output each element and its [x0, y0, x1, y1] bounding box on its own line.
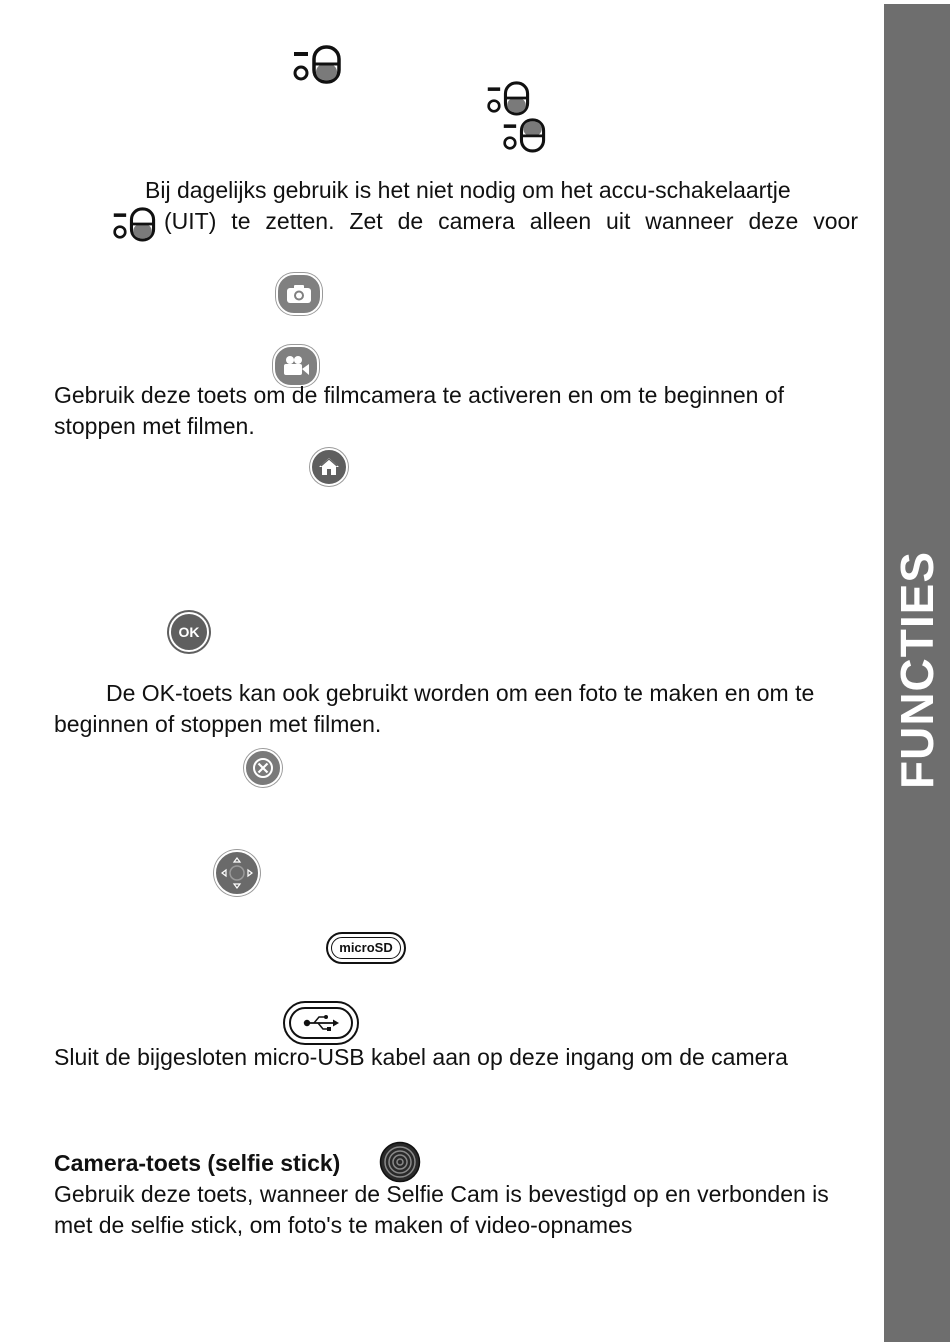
shutter-icon — [379, 1141, 421, 1183]
battery-switch-off-icon — [112, 206, 158, 242]
ok-icon-label: OK — [178, 624, 200, 640]
battery-note-line-2: (UIT) te zetten. Zet de camera alleen uit wanneer deze voor — [164, 208, 858, 234]
ok-button-note: De OK-toets kan ook gebruikt worden om een foto te maken en om te beginnen of stoppen met filmen. — [54, 680, 815, 737]
battery-switch-off-icon — [292, 44, 344, 84]
usb-port-description: Sluit de bijgesloten micro-USB kabel aan op deze ingang om de camera — [54, 1044, 788, 1070]
section-tab-label: FUNCTIES — [891, 551, 943, 789]
battery-note-line-1: Bij dagelijks gebruik is het niet nodig om het accu-schakelaartje — [145, 177, 791, 203]
home-icon — [310, 448, 348, 486]
microsd-label: microSD — [339, 940, 393, 955]
selfie-stick-description: Gebruik deze toets, wanneer de Selfie Cam is bevestigd op en verbonden is met de selfie stick, om foto's te maken of video-opnames — [54, 1181, 829, 1238]
usb-icon — [283, 1001, 359, 1045]
camera-icon — [276, 273, 322, 315]
dpad-icon — [214, 850, 260, 896]
battery-switch-on-icon — [502, 117, 548, 153]
cancel-icon — [244, 749, 282, 787]
battery-switch-off-icon — [486, 80, 532, 116]
microsd-icon — [326, 932, 406, 964]
ok-icon — [169, 612, 209, 652]
selfie-stick-heading: Camera-toets (selfie stick) — [54, 1150, 341, 1176]
video-button-description: Gebruik deze toets om de filmcamera te activeren en om te beginnen of stoppen met filmen. — [54, 382, 785, 439]
